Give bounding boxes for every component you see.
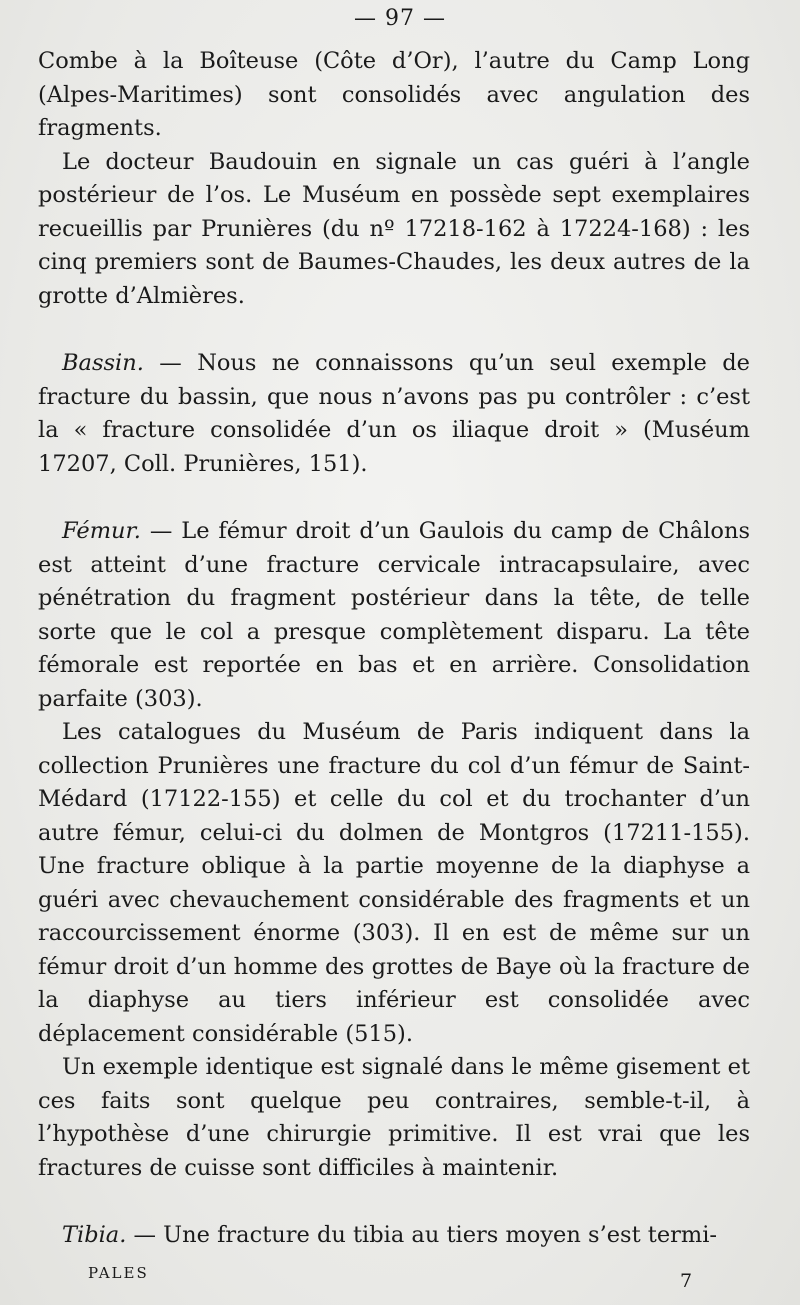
- paragraph: [38, 45, 750, 146]
- paragraph-text: Les catalogues du Muséum de Paris indiquent dans la collection Prunières une fracture du col d’un fémur de Saint-Médard (17122-155) et celle du col et du trochanter d’un autre fémur, celui-ci du dolmen de Montgros (17211-155). Une fracture oblique à la partie moyenne de la diaphyse a guéri avec chevauchement considérable des fragments et un raccourcissement énorme (303). Il en est de même sur un fémur droit d’un homme des grottes de Baye où la fracture de la diaphyse au tiers inférieur est consolidée avec déplacement considérable (515).: [38, 719, 750, 1047]
- section-heading: Fémur.: [62, 518, 141, 544]
- paragraph-femur: [38, 515, 750, 716]
- paragraph: [38, 146, 750, 314]
- paragraph-text: Combe à la Boîteuse (Côte d’Or), l’autre du Camp Long (Alpes-Maritimes) sont consolidés avec angulation des fragments.: [38, 48, 750, 141]
- paragraph-tibia: [38, 1219, 750, 1253]
- paragraph-text: Un exemple identique est signalé dans le même gisement et ces faits sont quelque peu contraires, semble-t-il, à l’hypothèse d’une chirurgie primitive. Il est vrai que les fractures de cuisse sont difficiles à maintenir.: [38, 1054, 750, 1181]
- paragraph: [38, 1051, 750, 1185]
- paragraph-text: — Nous ne connaissons qu’un seul exemple de fracture du bassin, que nous n’avons pas pu contrôler : c’est la « fracture consolidée d’un os iliaque droit » (Muséum 17207, Coll. Prunières, 151).: [38, 350, 750, 477]
- section-heading: Tibia.: [62, 1222, 127, 1248]
- paragraph-text: Le docteur Baudouin en signale un cas guéri à l’angle postérieur de l’os. Le Muséum en possède sept exemplaires recueillis par Prunières (du nº 17218-162 à 17224-168) : les cinq premiers sont de Baumes-Chaudes, les deux autres de la grotte d’Almières.: [38, 148, 750, 309]
- body-text: [38, 45, 750, 1253]
- page-number: — 97 —: [354, 6, 446, 31]
- paragraph-text: — Le fémur droit d’un Gaulois du camp de Châlons est atteint d’une fracture cervicale intracapsulaire, avec pénétration du fragment postérieur dans la tête, de telle sorte que le col a presque complètement disparu. La tête fémorale est reportée en bas et en arrière. Consolidation parfaite (303).: [38, 518, 750, 712]
- signature-mark: PALES: [88, 1264, 149, 1282]
- paragraph-text: — Une fracture du tibia au tiers moyen s’est termi-: [126, 1222, 718, 1248]
- paragraph-bassin: [38, 347, 750, 481]
- sheet-number: 7: [680, 1270, 693, 1292]
- section-heading: Bassin.: [62, 350, 144, 376]
- paragraph: [38, 716, 750, 1051]
